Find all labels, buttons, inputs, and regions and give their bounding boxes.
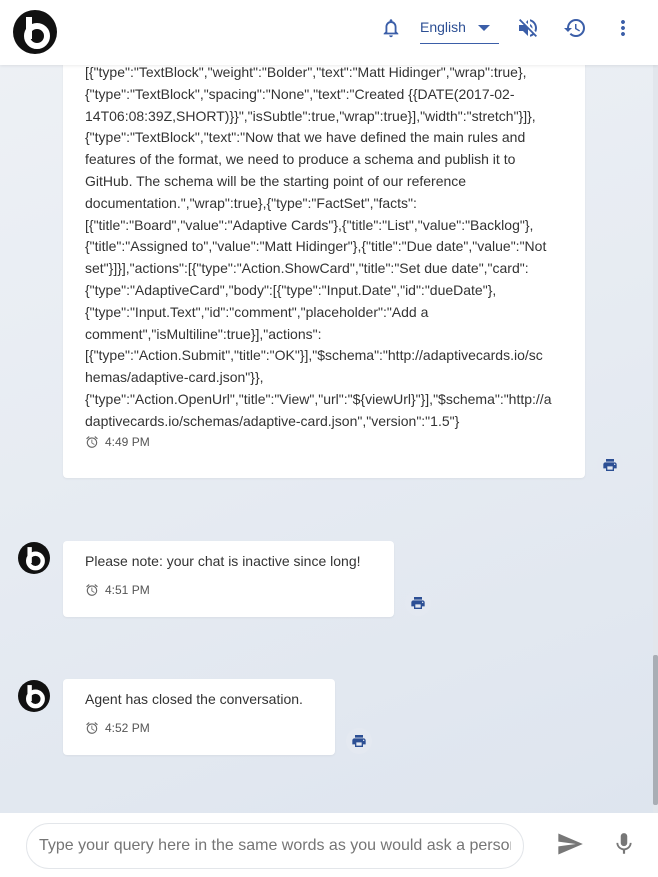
- message-line: {"type":"AdaptiveCard","body":[{"type":"Input.Date","id":"dueDate"},: [85, 281, 497, 298]
- chat-scrollbar[interactable]: [653, 65, 658, 813]
- message-line: [{"title":"Board","value":"Adaptive Cards"},{"title":"List","value":"Backlog"},: [85, 216, 534, 233]
- query-input[interactable]: [26, 823, 524, 869]
- bot-avatar-icon: [18, 542, 50, 574]
- message-time: 4:52 PM: [105, 721, 150, 735]
- print-button[interactable]: [405, 590, 431, 616]
- message-bubble: [63, 679, 335, 755]
- alarm-icon: [85, 435, 99, 449]
- scrollbar-thumb[interactable]: [653, 655, 658, 805]
- message-line: {"type":"TextBlock","text":"Now that we have defined the main rules and: [85, 129, 526, 146]
- chat-transcript[interactable]: [0, 65, 652, 813]
- message-line: {"type":"TextBlock","spacing":"None","text":"Created {{DATE(2017-02-: [85, 85, 515, 102]
- message-line: {"type":"Action.OpenUrl","title":"View","url":"${viewUrl}"}],"$schema":"http://a: [85, 390, 552, 407]
- alarm-icon: [85, 721, 99, 735]
- bot-logo-icon: [13, 10, 57, 54]
- print-button[interactable]: [597, 452, 623, 478]
- mic-icon[interactable]: [610, 830, 638, 858]
- message-text: Please note: your chat is inactive since long!: [85, 553, 361, 569]
- chat-header: [0, 0, 658, 65]
- more-vert-icon[interactable]: [609, 14, 637, 42]
- print-icon: [351, 733, 367, 749]
- message-time: 4:51 PM: [105, 583, 150, 597]
- print-button[interactable]: [346, 728, 372, 754]
- bot-avatar-icon: [18, 680, 50, 712]
- message-bubble: [63, 541, 394, 617]
- bell-icon[interactable]: [377, 14, 405, 42]
- message-line: [{"type":"Action.Submit","title":"OK"}],"$schema":"http://adaptivecards.io/sc: [85, 347, 543, 364]
- message-timestamp: [85, 583, 150, 597]
- message-line: features of the format, we need to produce a schema and publish it to: [85, 151, 516, 168]
- print-icon: [602, 457, 618, 473]
- message-line: set"}]}],"actions":[{"type":"Action.ShowCard","title":"Set due date","card":: [85, 260, 529, 277]
- message-line: [{"type":"TextBlock","weight":"Bolder","text":"Matt Hidinger","wrap":true},: [85, 65, 527, 80]
- message-timestamp: [85, 435, 150, 449]
- chevron-down-icon: [478, 25, 490, 31]
- volume-off-icon[interactable]: [514, 14, 542, 42]
- message-line: documentation.","wrap":true},{"type":"FactSet","facts":: [85, 194, 417, 211]
- message-bubble: [63, 65, 585, 478]
- message-line: 14T06:08:39Z,SHORT)}}","isSubtle":true,"wrap":true}],"width":"stretch"}]},: [85, 107, 536, 124]
- history-icon[interactable]: [561, 14, 589, 42]
- alarm-icon: [85, 583, 99, 597]
- message-line: hemas/adaptive-card.json"}},: [85, 369, 264, 386]
- language-select[interactable]: [420, 14, 499, 44]
- message-line: comment","isMultiline":true}],"actions":: [85, 325, 322, 342]
- send-icon[interactable]: [556, 830, 584, 858]
- message-time: 4:49 PM: [105, 435, 150, 449]
- message-text: [85, 65, 575, 433]
- composer: [0, 813, 658, 877]
- message-timestamp: [85, 721, 150, 735]
- message-line: {"title":"Assigned to","value":"Matt Hidinger"},{"title":"Due date","value":"Not: [85, 238, 547, 255]
- language-value: English: [420, 19, 466, 35]
- message-text: Agent has closed the conversation.: [85, 691, 303, 707]
- message-line: daptivecards.io/schemas/adaptive-card.json","version":"1.5"}: [85, 412, 460, 429]
- message-line: {"type":"Input.Text","id":"comment","placeholder":"Add a: [85, 303, 429, 320]
- print-icon: [410, 595, 426, 611]
- message-line: GitHub. The schema will be the starting point of our reference: [85, 172, 467, 189]
